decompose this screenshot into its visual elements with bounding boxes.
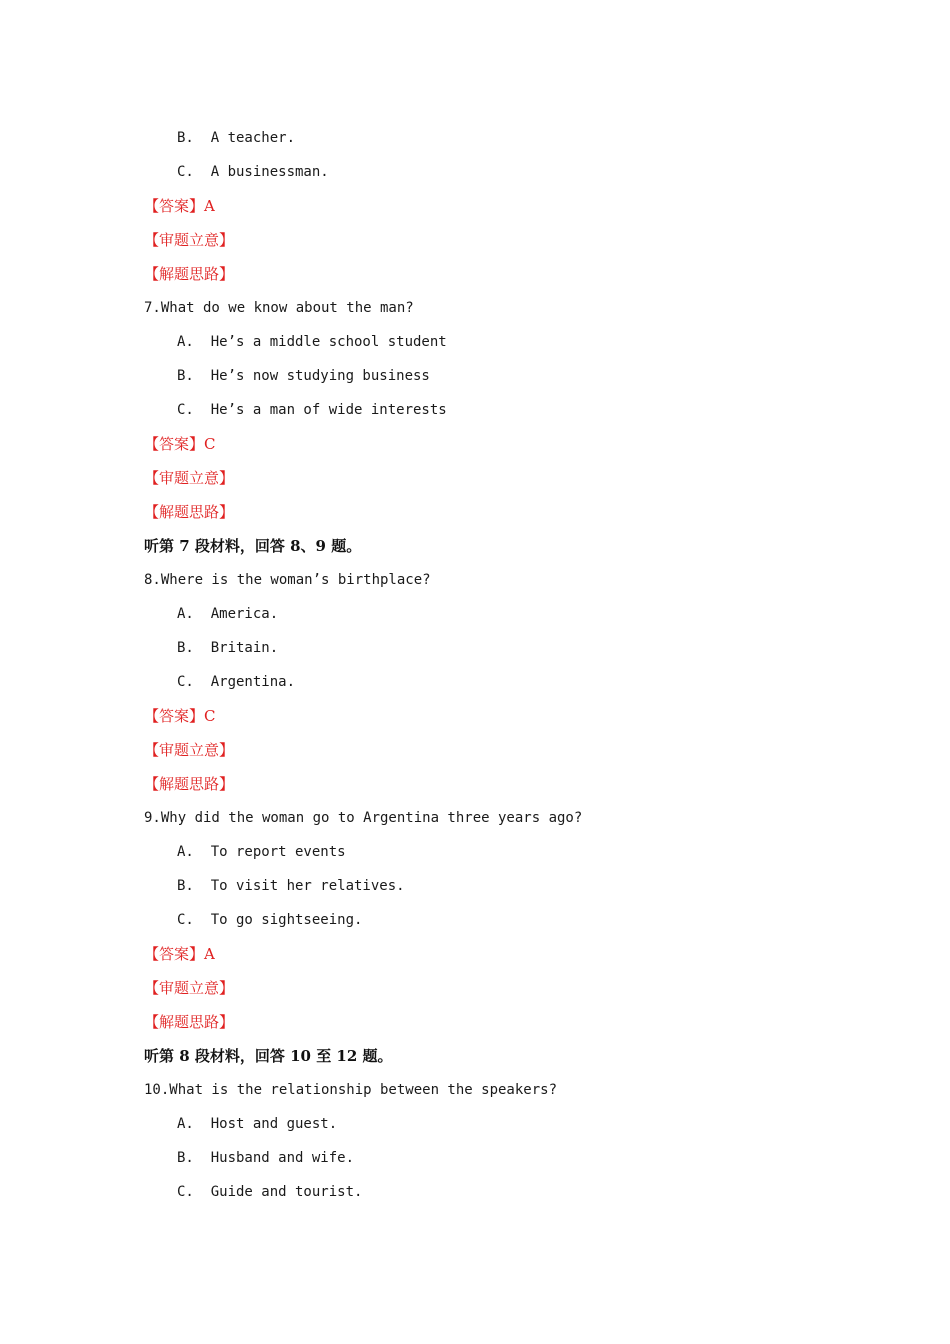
answer-tag: 【答案】A xyxy=(144,197,215,215)
answer-tag: 【答案】C xyxy=(144,707,216,725)
option-line: B. Britain. xyxy=(177,640,279,656)
option-line: B. To visit her relatives. xyxy=(177,878,405,894)
option-line: A. He’s a middle school student xyxy=(177,334,447,350)
question-line: 10.What is the relationship between the speakers? xyxy=(144,1082,558,1098)
question-line: 9.Why did the woman go to Argentina three years ago? xyxy=(144,810,583,826)
option-line: C. Argentina. xyxy=(177,674,296,690)
approach-tag: 【解题思路】 xyxy=(144,775,235,793)
answer-tag: 【答案】C xyxy=(144,435,216,453)
question-line: 7.What do we know about the man? xyxy=(144,300,414,316)
option-line: A. Host and guest. xyxy=(177,1116,338,1132)
approach-tag: 【解题思路】 xyxy=(144,265,235,283)
intent-tag: 【审题立意】 xyxy=(144,469,235,487)
answer-tag: 【答案】A xyxy=(144,945,215,963)
option-line: C. To go sightseeing. xyxy=(177,912,363,928)
option-line: C. He’s a man of wide interests xyxy=(177,402,447,418)
option-line: A. To report events xyxy=(177,844,346,860)
intent-tag: 【审题立意】 xyxy=(144,979,235,997)
option-line: A. America. xyxy=(177,606,279,622)
approach-tag: 【解题思路】 xyxy=(144,1013,235,1031)
approach-tag: 【解题思路】 xyxy=(144,503,235,521)
option-line: C. Guide and tourist. xyxy=(177,1184,363,1200)
option-line: C. A businessman. xyxy=(177,164,329,180)
section-heading: 听第 7 段材料，回答 8、9 题。 xyxy=(144,537,362,555)
intent-tag: 【审题立意】 xyxy=(144,741,235,759)
option-line: B. A teacher. xyxy=(177,130,296,146)
option-line: B. He’s now studying business xyxy=(177,368,430,384)
intent-tag: 【审题立意】 xyxy=(144,231,235,249)
option-line: B. Husband and wife. xyxy=(177,1150,355,1166)
section-heading: 听第 8 段材料，回答 10 至 12 题。 xyxy=(144,1047,393,1065)
question-line: 8.Where is the woman’s birthplace? xyxy=(144,572,431,588)
